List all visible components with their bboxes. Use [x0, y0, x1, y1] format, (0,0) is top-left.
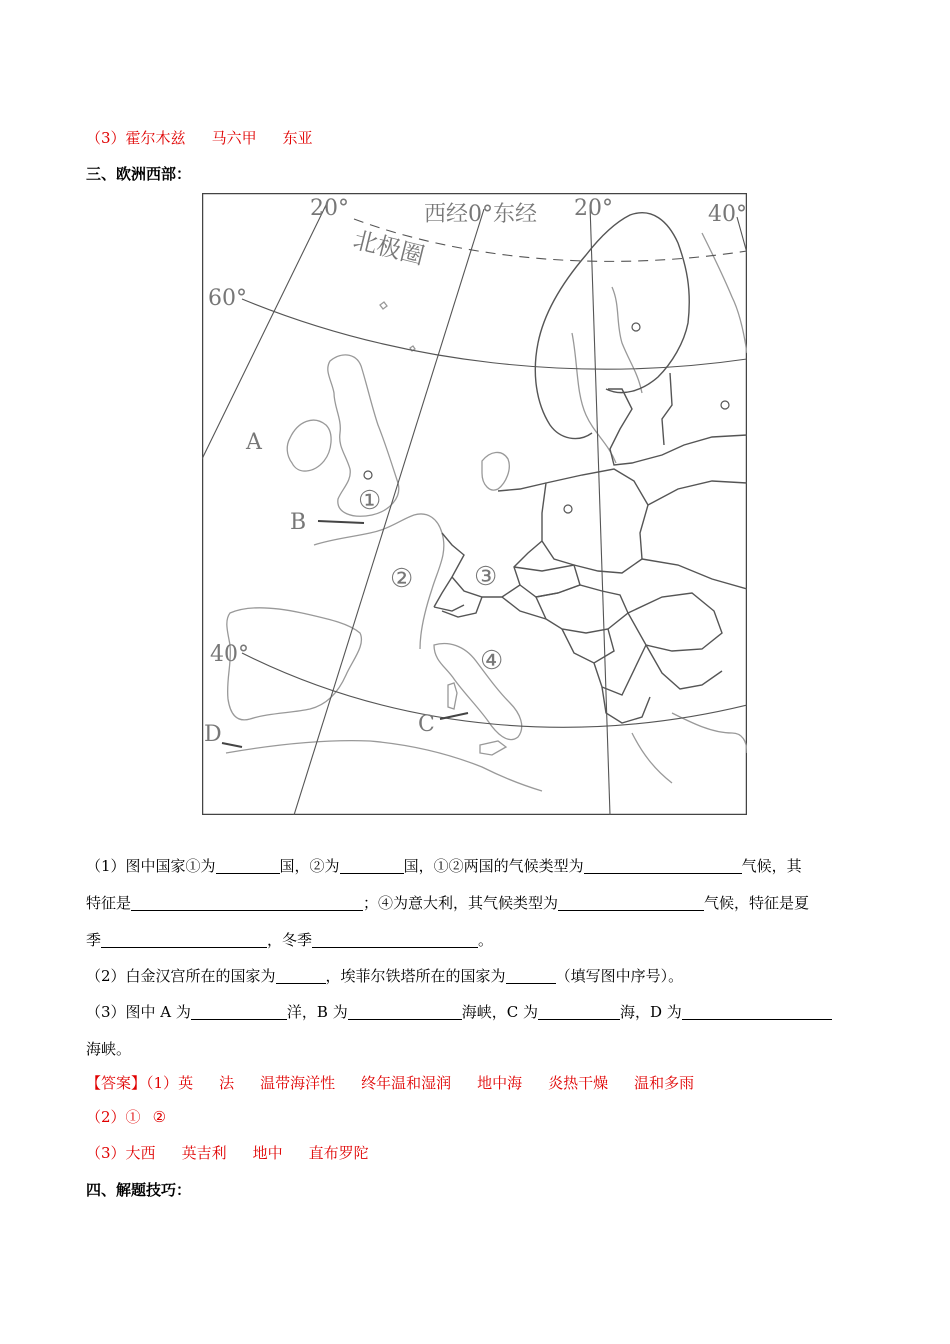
answer-value: ② [152, 1108, 167, 1126]
answer-value: 英 [178, 1074, 194, 1092]
answer-blank[interactable] [584, 857, 742, 874]
q2-text: ，埃菲尔铁塔所在的国家为 [325, 967, 506, 985]
answer-value: 炎热干燥 [548, 1074, 609, 1092]
answer-value: ① [125, 1108, 141, 1126]
answer-value: 地中 [252, 1144, 283, 1162]
answer-blank[interactable] [191, 1003, 287, 1020]
answer-line-2 [86, 1107, 166, 1127]
answer-value: 地中海 [477, 1074, 523, 1092]
label-point-c: C [418, 712, 435, 737]
answer-value: 终年温和湿润 [361, 1074, 452, 1092]
answer-value: 温带海洋性 [260, 1074, 336, 1092]
label-country-1: ① [358, 486, 382, 516]
prev-answer-value: 霍尔木兹 [125, 129, 186, 147]
q1-text: 季 [86, 931, 102, 949]
label-lon-center: 西经0°东经 [424, 202, 537, 227]
prev-answer-line [86, 128, 313, 148]
section-title: 三、欧洲西部： [86, 165, 192, 183]
answer-blank[interactable] [131, 894, 363, 911]
answer-blank[interactable] [340, 857, 404, 874]
label-point-d: D [204, 722, 222, 747]
answer-line-1 [86, 1073, 694, 1093]
question-2-line [86, 966, 683, 986]
capital-dot [721, 401, 729, 409]
question-3-line-1 [86, 1002, 832, 1022]
answer-line-3 [86, 1143, 369, 1163]
label-arctic-circle: 北极圈 [350, 225, 428, 271]
answer-value: 温和多雨 [634, 1074, 695, 1092]
label-lon-east40: 40° [708, 202, 747, 227]
map-frame [203, 194, 747, 815]
answer-blank[interactable] [276, 967, 326, 984]
question-1-line-1 [86, 856, 802, 876]
answer-blank[interactable] [312, 931, 478, 948]
capital-dot [364, 471, 372, 479]
answer-label: 【答案】 [86, 1074, 147, 1092]
label-country-4: ④ [480, 646, 504, 676]
q1-text: 国，①②两国的气候类型为 [403, 857, 584, 875]
label-lon-west20: 20° [310, 196, 349, 221]
prev-answer-value: 马六甲 [211, 129, 257, 147]
label-country-3: ③ [474, 562, 498, 592]
label-lat-60: 60° [208, 286, 247, 311]
answer-prefix: （1） [146, 1074, 179, 1092]
answer-value: 直布罗陀 [308, 1144, 369, 1162]
prev-answer-value: 东亚 [282, 129, 313, 147]
answer-value: 大西 [125, 1144, 156, 1162]
answer-blank[interactable] [682, 1003, 832, 1020]
question-1-line-2 [86, 893, 809, 913]
label-point-a: A [246, 430, 262, 455]
answer-blank[interactable] [538, 1003, 620, 1020]
label-point-b: B [290, 510, 307, 535]
answer-value: 法 [219, 1074, 235, 1092]
q3-text: 海，D 为 [619, 1003, 682, 1021]
capital-dot [564, 505, 572, 513]
q1-text: 。 [478, 931, 494, 949]
q3-text: （3）图中 A 为 [86, 1003, 191, 1021]
q2-text: （填写图中序号）。 [555, 967, 684, 985]
western-europe-map [202, 193, 747, 815]
q1-text: （1）图中国家①为 [86, 857, 216, 875]
answer-blank[interactable] [506, 967, 556, 984]
q1-text: ；④为意大利，其气候类型为 [363, 894, 559, 912]
q1-text: 气候，特征是夏 [704, 894, 810, 912]
label-lat-40: 40° [210, 642, 249, 667]
q3-text: 洋，B 为 [286, 1003, 348, 1021]
question-1-line-3 [86, 930, 493, 950]
answer-blank[interactable] [216, 857, 280, 874]
q1-text: 特征是 [86, 894, 132, 912]
q1-text: 国，②为 [279, 857, 340, 875]
answer-prefix: （3） [86, 1144, 126, 1162]
answer-prefix: （2） [86, 1108, 126, 1126]
label-country-2: ② [390, 564, 414, 594]
question-3-line-2: 海峡。 [86, 1040, 132, 1058]
answer-blank[interactable] [101, 931, 267, 948]
q1-text: ，冬季 [267, 931, 313, 949]
answer-blank[interactable] [348, 1003, 462, 1020]
q1-text: 气候，其 [741, 857, 802, 875]
label-lon-east20: 20° [574, 196, 613, 221]
answer-value: 英吉利 [181, 1144, 227, 1162]
q3-text: 海峡，C 为 [461, 1003, 538, 1021]
capital-dot [632, 323, 640, 331]
section-title: 四、解题技巧： [86, 1181, 192, 1199]
prev-answer-prefix: （3） [86, 129, 126, 147]
answer-blank[interactable] [558, 894, 704, 911]
q2-text: （2）白金汉宫所在的国家为 [86, 967, 276, 985]
